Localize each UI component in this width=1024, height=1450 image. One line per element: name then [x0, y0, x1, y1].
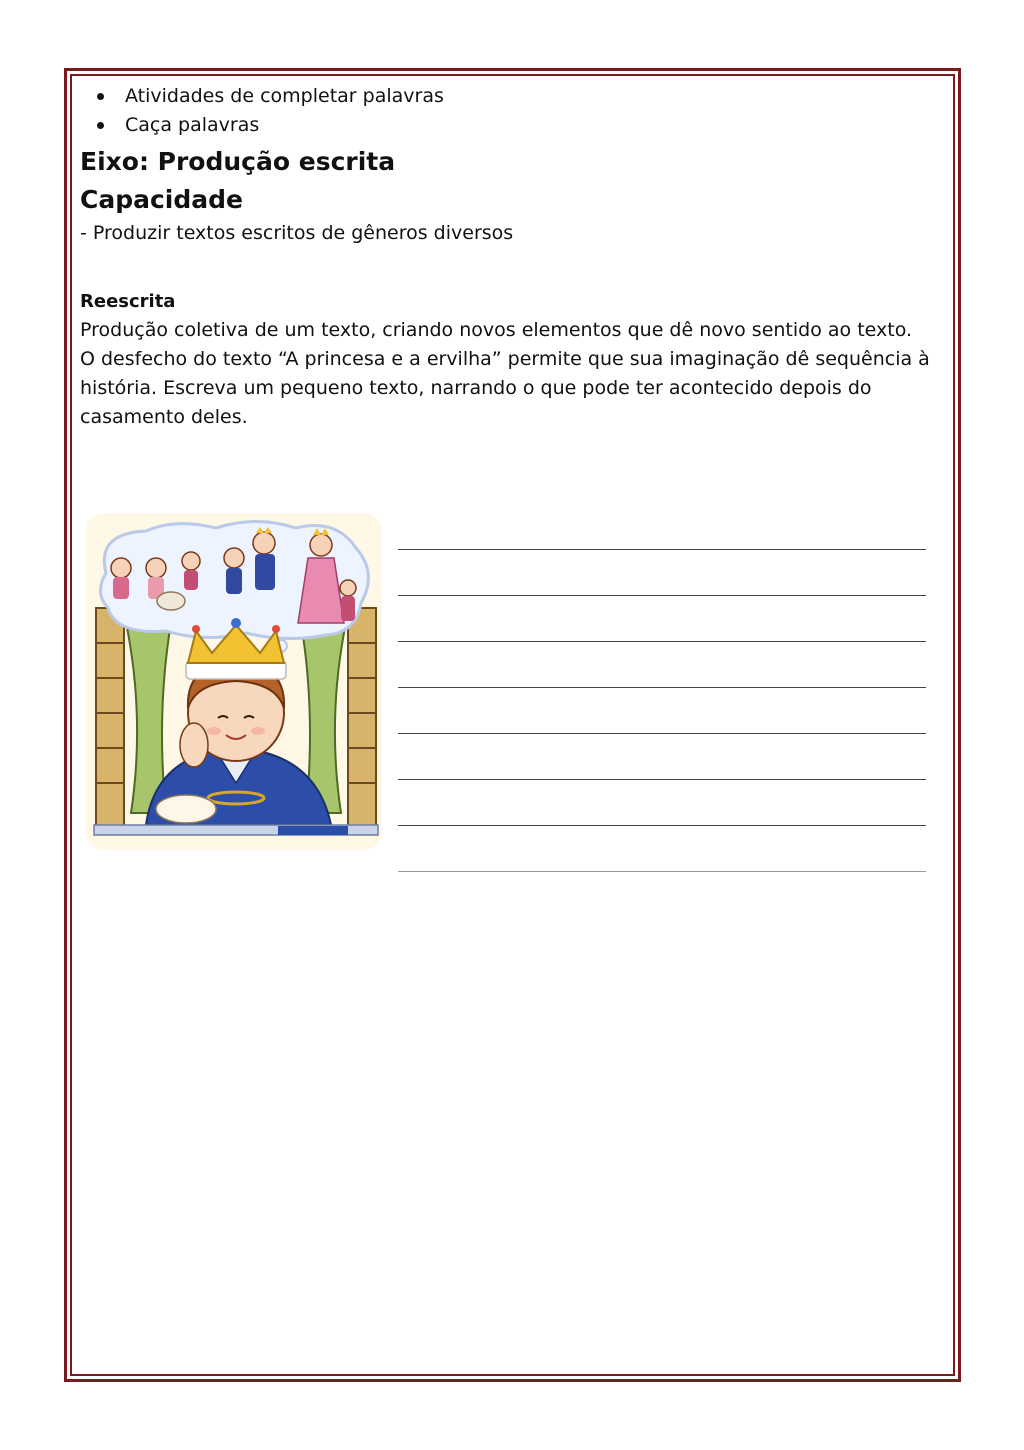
- axis-heading: Eixo: Produção escrita: [80, 147, 396, 176]
- instruction-line: casamento deles.: [80, 406, 248, 428]
- stone-pillar-left: [96, 608, 124, 830]
- answer-line[interactable]: [398, 780, 926, 826]
- list-item-label: Atividades de completar palavras: [125, 85, 444, 107]
- capacity-item: - Produzir textos escritos de gêneros diversos: [80, 222, 514, 244]
- document-content: [80, 82, 930, 432]
- answer-line[interactable]: [398, 596, 926, 642]
- stone-pillar-right: [348, 608, 376, 830]
- answer-line[interactable]: [398, 688, 926, 734]
- rewrite-heading: Reescrita: [80, 291, 176, 312]
- instruction-line: O desfecho do texto “A princesa e a ervilha” permite que sua imaginação dê sequência à: [80, 348, 930, 370]
- list-item: [80, 111, 930, 140]
- list-item-label: Caça palavras: [125, 114, 260, 136]
- prince-illustration: [86, 513, 382, 850]
- capacity-heading: Capacidade: [80, 185, 243, 214]
- artist-signature: [278, 826, 348, 835]
- activity-list: [80, 82, 930, 140]
- answer-line[interactable]: [398, 734, 926, 780]
- spacer: [80, 248, 930, 288]
- answer-lines: [398, 544, 926, 872]
- bullet-icon: [97, 93, 104, 100]
- instruction-line: história. Escreva um pequeno texto, narrando o que pode ter acontecido depois do: [80, 377, 872, 399]
- list-item: [80, 82, 930, 111]
- instruction-line: Produção coletiva de um texto, criando novos elementos que dê novo sentido ao texto.: [80, 319, 913, 341]
- answer-line[interactable]: [398, 550, 926, 596]
- bullet-icon: [97, 122, 104, 129]
- answer-line[interactable]: [398, 826, 926, 872]
- answer-line[interactable]: [398, 642, 926, 688]
